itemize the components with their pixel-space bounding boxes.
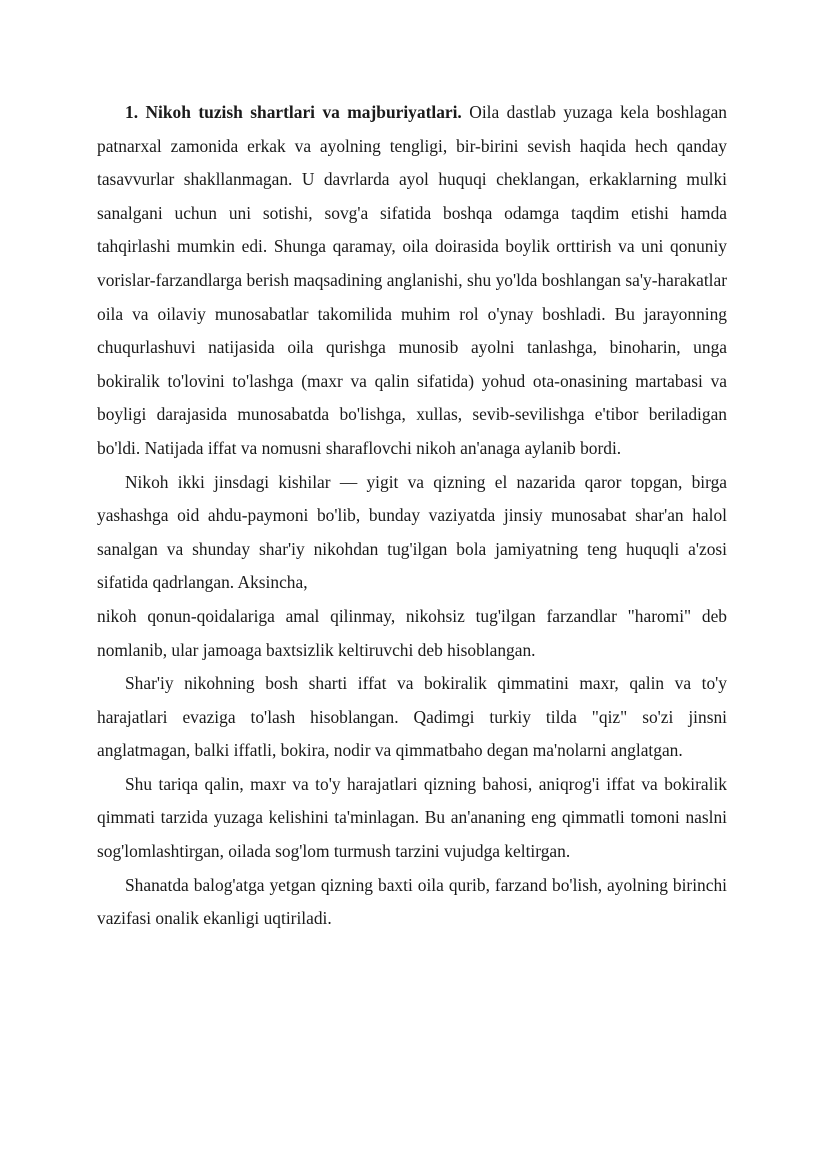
paragraph-intro — [97, 96, 727, 466]
document-page — [97, 96, 727, 936]
paragraph-qalin-maxr: Shu tariqa qalin, maxr va to'y harajatlari qizning bahosi, aniqrog'i iffat va bokiralik qimmati tarzida yuzaga kelishini ta'minlagan. Bu an'ananing eng qimmatli tomoni naslni sog'lomlashtirgan, oilada sog'lom turmush tarzini vujudga keltirgan. — [97, 773, 727, 862]
paragraph-text: Oila dastlab yuzaga kela boshlagan patnarxal zamonida erkak va ayolning tengligi, bir-birini sevish haqida hech qanday tasavvurlar shakllanmagan. U davrlarda ayol huquqi cheklangan, erkaklarning mulki sanalgani uchun uni sotishi, sovg'a sifatida boshqa odamga taqdim etishi hamda tahqirlashi mumkin edi. Shunga qaramay, oila doirasida boylik orttirish va uni qonuniy vorislar-farzandlarga berish maqsadining anglanishi, shu yo'lda boshlangan sa'y-harakatlar oila va oilaviy munosabatlar takomilida muhim rol o'ynay boshladi. Bu jarayonning chuqurlashuvi natijasida oila qurishga munosib ayolni tanlashga, binoharin, unga bokiralik to'lovini to'lashga (maxr va qalin sifatida) yohud ota-onasining martabasi va boyligi darajasida munosabatda bo'lishga, xullas, sevib-sevilishga e'tibor beriladigan bo'ldi. Natijada iffat va nomusni sharaflovchi nikoh an'anaga aylanib bordi. — [97, 102, 728, 458]
section-heading: 1. Nikoh tuzish shartlari va majburiyatlari. — [125, 102, 462, 122]
paragraph-nikoh-continuation: nikoh qonun-qoidalariga amal qilinmay, nikohsiz tug'ilgan farzandlar "haromi" deb nomlanib, ular jamoaga baxtsizlik keltiruvchi deb hisoblangan. — [97, 605, 727, 660]
paragraph-shanatda: Shanatda balog'atga yetgan qizning baxti oila qurib, farzand bo'lish, ayolning birinchi vazifasi onalik ekanligi uqtiriladi. — [97, 874, 727, 929]
paragraph-shariy-nikoh: Shar'iy nikohning bosh sharti iffat va bokiralik qimmatini maxr, qalin va to'y harajatlari evaziga to'lash hisoblangan. Qadimgi turkiy tilda "qiz" so'zi jinsni anglatmagan, balki iffatli, bokira, nodir va qimmatbaho degan ma'nolarni anglatgan. — [97, 673, 727, 761]
paragraph-nikoh-definition: Nikoh ikki jinsdagi kishilar — yigit va qizning el nazarida qaror topgan, birga yashashga oid ahdu-paymoni bo'lib, bunday vaziyatda jinsiy munosabat shar'an halol sanalgan va shunday shar'iy nikohdan tug'ilgan bola jamiyatning teng huquqli a'zosi sifatida qadrlangan. Aksincha, — [97, 471, 727, 593]
